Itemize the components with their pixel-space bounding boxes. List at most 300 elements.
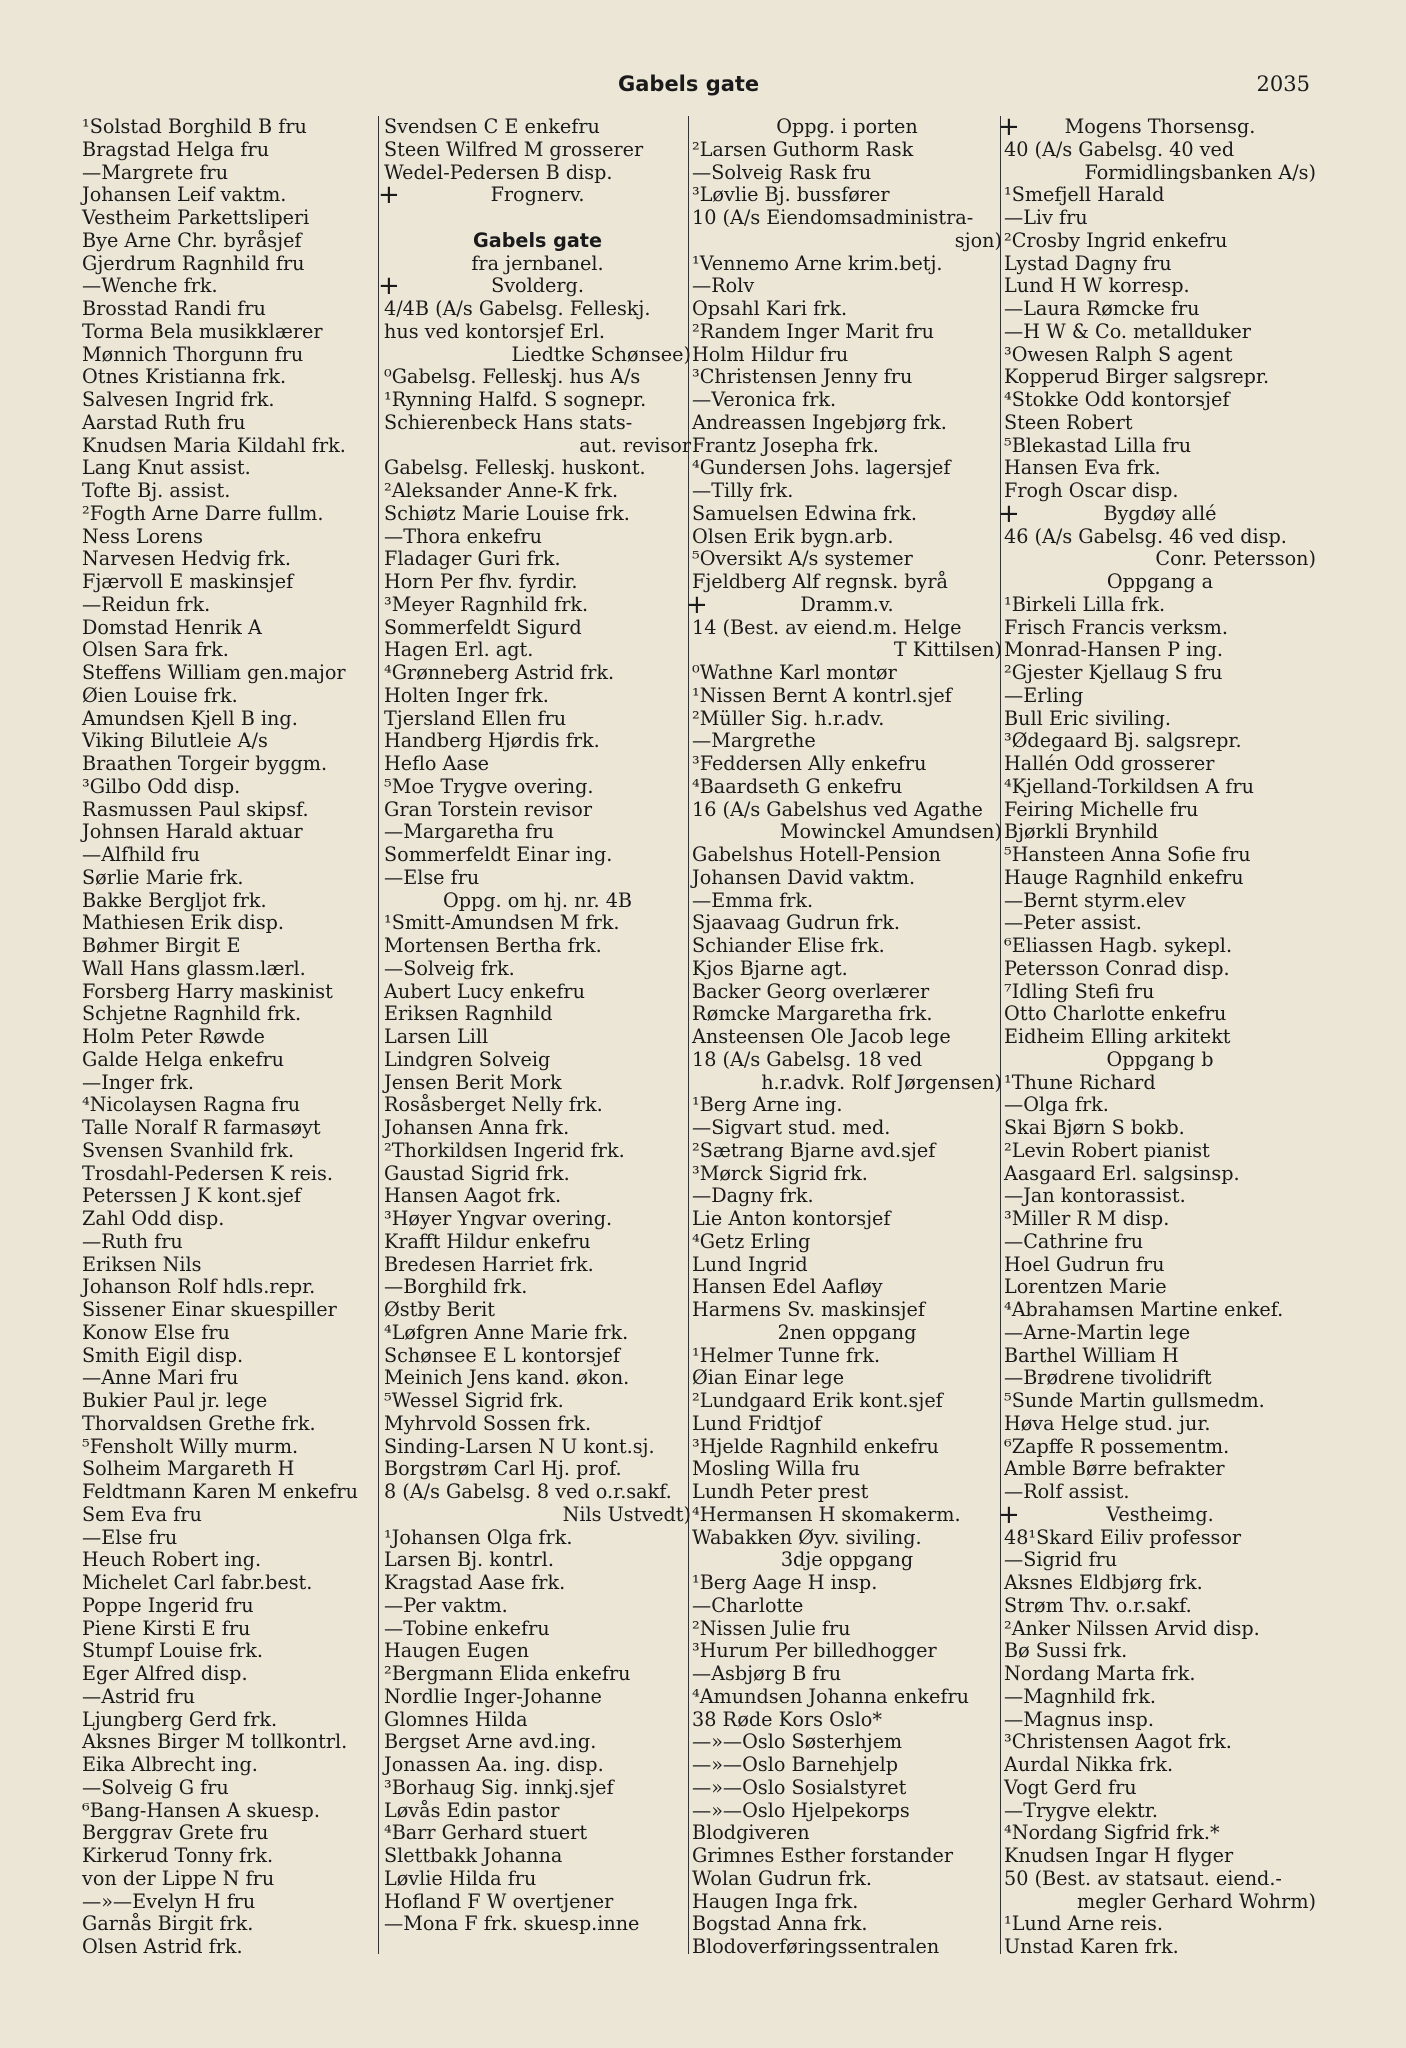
directory-entry <box>692 1345 1002 1368</box>
directory-entry <box>1004 321 1316 344</box>
entry-text: Amundsen Kjell B ing. <box>82 706 298 730</box>
entry-text: Lang Knut assist. <box>82 456 251 480</box>
entry-text: Lie Anton kontorsjef <box>692 1207 891 1230</box>
entry-text: Mowinckel Amundsen) <box>779 820 1002 844</box>
entry-text: —»—Oslo Søsterhjem <box>692 1730 903 1754</box>
directory-entry <box>384 1822 691 1845</box>
directory-entry <box>384 1322 691 1345</box>
entry-text: Mosling Willa fru <box>692 1457 861 1481</box>
entry-text: 10 (A/s Eiendomsadministra- <box>692 206 974 229</box>
entry-text: Borgstrøm Carl Hj. prof. <box>384 1457 622 1481</box>
directory-entry <box>1004 958 1316 981</box>
entry-text: Grimnes Esther forstander <box>692 1844 954 1867</box>
entry-text: Slettbakk Johanna <box>384 1844 563 1867</box>
entry-text: —Sigrid fru <box>1004 1548 1118 1572</box>
directory-entry <box>82 639 378 662</box>
directory-entry <box>82 935 378 958</box>
entry-text: Domstad Henrik A <box>82 615 262 639</box>
directory-entry <box>692 753 1002 776</box>
entry-text: Smith Eigil disp. <box>82 1343 244 1367</box>
directory-entry <box>82 1845 378 1868</box>
directory-entry <box>384 594 691 617</box>
entry-text: Mogens Thorsensg. <box>1064 115 1256 138</box>
entry-text: Amble Børre befrakter <box>1004 1457 1225 1481</box>
directory-entry <box>384 1845 691 1868</box>
directory-entry <box>384 685 691 708</box>
directory-entry <box>1004 1868 1316 1891</box>
directory-entry <box>692 867 1002 890</box>
entry-text: —Olga frk. <box>1004 1093 1109 1117</box>
entry-text: Frogh Oscar disp. <box>1004 479 1179 502</box>
directory-entry <box>82 1185 378 1208</box>
directory-entry <box>1004 389 1316 412</box>
entry-text: Formidlingsbanken A/s) <box>1084 160 1316 184</box>
directory-entry <box>384 935 691 958</box>
directory-entry <box>692 1572 1002 1595</box>
directory-entry <box>1004 480 1316 503</box>
directory-entry <box>384 1072 691 1095</box>
entry-text: Unstad Karen frk. <box>1004 1935 1179 1958</box>
directory-entry <box>1004 1231 1316 1254</box>
entry-text: ⁴Baardseth G enkefru <box>692 774 903 798</box>
directory-entry <box>82 708 378 731</box>
entry-text: Kragstad Aase frk. <box>384 1571 566 1594</box>
entry-text: —Margrethe <box>692 729 816 753</box>
entry-text: —Peter assist. <box>1004 911 1142 935</box>
directory-entry <box>1004 1276 1316 1299</box>
entry-text: Rasmussen Paul skipsf. <box>82 797 309 821</box>
directory-entry <box>1004 162 1316 185</box>
directory-entry <box>1004 1003 1316 1026</box>
directory-entry <box>692 1436 1002 1459</box>
directory-entry <box>692 639 1002 662</box>
directory-entry <box>1004 1709 1316 1732</box>
entry-text: ⁴Grønneberg Astrid frk. <box>384 661 615 684</box>
directory-entry <box>692 1777 1002 1800</box>
directory-entry <box>384 639 691 662</box>
entry-text: Høva Helge stud. jur. <box>1004 1411 1211 1435</box>
entry-text: —Alfhild fru <box>82 843 200 866</box>
directory-entry <box>384 503 691 526</box>
directory-entry <box>384 753 691 776</box>
directory-entry <box>82 230 378 253</box>
directory-entry <box>692 1504 1002 1527</box>
directory-entry <box>692 435 1002 458</box>
entrance-heading <box>692 1549 1002 1572</box>
directory-entry <box>384 1231 691 1254</box>
directory-entry <box>692 207 1002 230</box>
directory-entry <box>1004 253 1316 276</box>
entry-text: Bergset Arne avd.ing. <box>384 1730 597 1754</box>
entry-text: ⁴Stokke Odd kontorsjef <box>1004 388 1230 411</box>
directory-entry <box>692 1390 1002 1413</box>
directory-entry <box>692 412 1002 435</box>
directory-entry <box>692 1231 1002 1254</box>
directory-entry <box>692 1185 1002 1208</box>
entry-text: ²Crosby Ingrid enkefru <box>1004 228 1228 252</box>
directory-entry <box>384 344 691 367</box>
directory-entry <box>1004 1185 1316 1208</box>
entry-text: ⁶Zapffe R possementm. <box>1004 1434 1230 1458</box>
entry-text: —Brødrene tivolidrift <box>1004 1366 1212 1390</box>
entrance-heading <box>1004 1049 1316 1072</box>
entry-text: Jonassen Aa. ing. disp. <box>384 1753 604 1776</box>
entry-text: Trosdahl-Pedersen K reis. <box>82 1161 333 1185</box>
entry-text: Oppg. i porten <box>776 115 918 138</box>
entry-text: ⁵Blekastad Lilla fru <box>1004 433 1192 457</box>
entry-text: ⁶Eliassen Hagb. sykepl. <box>1004 934 1233 957</box>
entry-text: ³Christensen Aagot frk. <box>1004 1730 1232 1754</box>
directory-entry <box>384 1777 691 1800</box>
cross-street <box>378 180 691 211</box>
directory-entry <box>692 1595 1002 1618</box>
entry-text: ²Randem Inger Marit fru <box>692 319 934 343</box>
directory-entry <box>1004 344 1316 367</box>
entry-text: Konow Else fru <box>82 1320 230 1344</box>
entry-text: Aurdal Nikka frk. <box>1004 1753 1174 1776</box>
entry-text: Bragstad Helga fru <box>82 137 270 161</box>
entry-text: Backer Georg overlærer <box>692 979 930 1003</box>
directory-entry <box>1004 867 1316 890</box>
entry-text: Svolderg. <box>491 274 584 298</box>
entry-text: Larsen Lill <box>384 1025 489 1048</box>
directory-entry <box>1004 912 1316 935</box>
directory-entry <box>384 435 691 458</box>
entry-text: Vogt Gerd fru <box>1004 1775 1137 1799</box>
directory-entry <box>82 1868 378 1891</box>
directory-entry <box>384 139 691 162</box>
directory-entry <box>82 1322 378 1345</box>
directory-entry <box>1004 1936 1316 1959</box>
directory-entry <box>82 821 378 844</box>
directory-entry <box>82 753 378 776</box>
entry-text: ¹Birkeli Lilla frk. <box>1004 592 1166 616</box>
intersection-cross-icon: + <box>378 180 400 211</box>
entry-text: Steen Wilfred M grosserer <box>384 137 644 161</box>
entry-text: Olsen Astrid frk. <box>82 1935 243 1958</box>
directory-entry <box>692 730 1002 753</box>
directory-entry <box>692 799 1002 822</box>
entry-text: Fjeldberg Alf regnsk. byrå <box>692 570 948 593</box>
entry-text: —»—Oslo Sosialstyret <box>692 1775 907 1799</box>
entry-text: Forsberg Harry maskinist <box>82 979 333 1003</box>
directory-entry <box>82 1299 378 1322</box>
entry-text: Ljungberg Gerd frk. <box>82 1707 278 1731</box>
directory-entry <box>1004 1413 1316 1436</box>
directory-entry <box>1004 1800 1316 1823</box>
directory-entry <box>82 571 378 594</box>
entry-text: ¹Smefjell Harald <box>1004 183 1165 207</box>
directory-entry <box>1004 981 1316 1004</box>
directory-entry <box>82 1663 378 1686</box>
cross-street <box>998 112 1316 142</box>
entry-text: Holm Peter Røwde <box>82 1025 265 1048</box>
entry-text: 4/4B (A/s Gabelsg. Felleskj. <box>384 297 651 320</box>
entry-text: Løvlie Hilda fru <box>384 1866 537 1890</box>
entry-text: —Inger frk. <box>82 1070 195 1094</box>
directory-entry <box>82 867 378 890</box>
directory-entry <box>82 116 378 139</box>
entry-text: ¹Thune Richard <box>1004 1070 1156 1094</box>
directory-entry <box>692 1891 1002 1914</box>
directory-entry <box>692 1026 1002 1049</box>
directory-entry <box>384 1527 691 1550</box>
directory-entry <box>1004 1595 1316 1618</box>
entry-text: Øian Einar lege <box>692 1366 845 1390</box>
entry-text: Johansen Anna frk. <box>384 1116 570 1139</box>
entry-text: Piene Kirsti E fru <box>82 1616 251 1640</box>
entry-text: 16 (A/s Gabelshus ved Agathe <box>692 797 983 821</box>
entry-text: —Trygve elektr. <box>1004 1798 1158 1822</box>
entry-text: Eriksen Nils <box>82 1252 202 1276</box>
entry-text: Bakke Bergljot frk. <box>82 888 267 912</box>
entry-text: ⁰Wathne Karl montør <box>692 661 897 684</box>
directory-entry <box>82 1367 378 1390</box>
directory-entry <box>1004 730 1316 753</box>
directory-entry <box>384 571 691 594</box>
entry-text: ³Høyer Yngvar overing. <box>384 1207 613 1230</box>
entry-text: —Astrid fru <box>82 1684 195 1708</box>
directory-entry <box>384 1709 691 1732</box>
entry-text: —Erling <box>1004 683 1084 707</box>
directory-entry <box>692 821 1002 844</box>
directory-entry <box>692 1163 1002 1186</box>
entry-text: Strøm Thv. o.r.sakf. <box>1004 1593 1192 1617</box>
entry-text: 50 (Best. av statsaut. eiend.- <box>1004 1866 1282 1890</box>
directory-entry <box>1004 821 1316 844</box>
directory-entry <box>384 207 691 230</box>
intersection-cross-icon: + <box>378 271 400 302</box>
directory-entry <box>82 662 378 685</box>
entry-text: —Else fru <box>82 1525 178 1549</box>
entry-text: —Dagny frk. <box>692 1184 814 1208</box>
entry-text: —Laura Rømcke fru <box>1004 297 1200 320</box>
entry-text: Bye Arne Chr. byråsjef <box>82 228 302 252</box>
entry-text: Heuch Robert ing. <box>82 1548 262 1572</box>
directory-entry <box>692 1822 1002 1845</box>
directory-entry <box>384 1913 691 1936</box>
directory-entry <box>82 1163 378 1186</box>
entry-text: Hoel Gudrun fru <box>1004 1252 1165 1276</box>
entry-text: Hansen Edel Aafløy <box>692 1275 883 1299</box>
directory-entry <box>82 526 378 549</box>
directory-entry <box>82 1754 378 1777</box>
entry-text: Torma Bela musikklærer <box>82 319 323 343</box>
entry-text: ⁵Wessel Sigrid frk. <box>384 1389 564 1412</box>
directory-entry <box>1004 1208 1316 1231</box>
intersection-cross-icon: + <box>998 1499 1020 1530</box>
directory-entry <box>1004 1026 1316 1049</box>
directory-entry <box>1004 617 1316 640</box>
directory-entry <box>82 981 378 1004</box>
directory-entry <box>82 1686 378 1709</box>
entry-text: 38 Røde Kors Oslo* <box>692 1707 882 1731</box>
entry-text: Otnes Kristianna frk. <box>82 365 287 389</box>
directory-entry <box>384 321 691 344</box>
directory-entry <box>82 1936 378 1959</box>
entry-text: ¹Nissen Bernt A kontrl.sjef <box>692 683 952 707</box>
directory-entry <box>1004 366 1316 389</box>
directory-entry <box>1004 1390 1316 1413</box>
entry-text: Skai Bjørn S bokb. <box>1004 1116 1185 1139</box>
entry-text: Petersson Conrad disp. <box>1004 956 1230 980</box>
entry-text: Narvesen Hedvig frk. <box>82 547 291 571</box>
entry-text: Løvås Edin pastor <box>384 1798 560 1822</box>
directory-entry <box>692 1299 1002 1322</box>
directory-entry <box>82 594 378 617</box>
directory-entry <box>82 1481 378 1504</box>
entry-text: ¹Rynning Halfd. S sognepr. <box>384 388 647 411</box>
directory-entry <box>384 1458 691 1481</box>
running-title: Gabels gate <box>618 72 760 96</box>
entry-text: Andreassen Ingebjørg frk. <box>692 410 947 434</box>
directory-entry <box>384 548 691 571</box>
entry-text: —Reidun frk. <box>82 592 211 616</box>
entry-text: Lindgren Solveig <box>384 1047 551 1071</box>
entry-text: ⁴Nicolaysen Ragna fru <box>82 1093 301 1117</box>
entry-text: —H W & Co. metallduker <box>1004 319 1251 343</box>
entry-text: —Sigvart stud. med. <box>692 1116 891 1139</box>
entrance-heading <box>692 1322 1002 1345</box>
directory-entry <box>1004 1686 1316 1709</box>
directory-entry <box>82 253 378 276</box>
entry-text: Svensen Svanhild frk. <box>82 1138 295 1162</box>
entry-text: ³Meyer Ragnhild frk. <box>384 592 589 616</box>
directory-entry <box>1004 1345 1316 1368</box>
entry-text: Schjetne Ragnhild frk. <box>82 1002 302 1026</box>
directory-entry <box>692 1413 1002 1436</box>
entry-text: Kopperud Birger salgsrepr. <box>1004 365 1270 389</box>
directory-entry <box>82 457 378 480</box>
directory-entry <box>384 1185 691 1208</box>
entry-text: Talle Noralf R farmasøyt <box>82 1116 321 1139</box>
entrance-heading <box>384 253 691 276</box>
entry-text: Holm Hildur fru <box>692 342 849 366</box>
entry-text: h.r.advk. Rolf Jørgensen) <box>761 1070 1002 1094</box>
entry-text: Johansen Leif vaktm. <box>82 183 287 207</box>
entry-text: Bygdøy allé <box>1103 501 1217 525</box>
directory-entry <box>82 1731 378 1754</box>
entry-text: —»—Oslo Barnehjelp <box>692 1753 898 1776</box>
directory-column-3 <box>686 115 1002 1959</box>
directory-entry <box>1004 1572 1316 1595</box>
entry-text: Lund Fridtjof <box>692 1411 822 1435</box>
entry-text: Knudsen Maria Kildahl frk. <box>82 433 346 457</box>
directory-entry <box>82 162 378 185</box>
directory-entry <box>1004 1117 1316 1140</box>
directory-entry <box>82 1094 378 1117</box>
directory-entry <box>692 344 1002 367</box>
directory-entry <box>1004 1891 1316 1914</box>
directory-entry <box>692 321 1002 344</box>
entry-text: ⁶Bang-Hansen A skuesp. <box>82 1798 320 1822</box>
entry-text: ²Nissen Julie fru <box>692 1616 851 1640</box>
intersection-cross-icon: + <box>998 112 1020 142</box>
entry-text: Wabakken Øyv. siviling. <box>692 1525 922 1549</box>
entry-text: 18 (A/s Gabelsg. 18 ved <box>692 1047 923 1071</box>
entry-text: Johansen David vaktm. <box>692 865 916 889</box>
entry-text: Oppg. om hj. nr. 4B <box>442 888 633 912</box>
section-heading <box>384 230 691 253</box>
entry-text: Gjerdrum Ragnhild fru <box>82 251 305 275</box>
directory-entry <box>1004 275 1316 298</box>
entry-text: Solheim Margareth H <box>82 1457 295 1481</box>
directory-entry <box>384 912 691 935</box>
directory-entry <box>692 1072 1002 1095</box>
directory-entry <box>82 1254 378 1277</box>
directory-entry <box>692 253 1002 276</box>
entry-text: ²Sætrang Bjarne avd.sjef <box>692 1138 936 1162</box>
entry-text: Oppgang a <box>1106 570 1214 593</box>
cross-street <box>378 271 691 302</box>
entry-text: Gabelshus Hotell-Pension <box>692 843 941 866</box>
entry-text: ¹Berg Arne ing. <box>692 1093 843 1117</box>
entry-text: von der Lippe N fru <box>82 1866 275 1890</box>
intersection-cross-icon: + <box>686 589 708 620</box>
directory-entry <box>384 1731 691 1754</box>
entry-text: Sinding-Larsen N U kont.sj. <box>384 1434 655 1458</box>
directory-entry <box>82 1618 378 1641</box>
entry-text: Frantz Josepha frk. <box>692 433 879 457</box>
entry-text: —Charlotte <box>692 1593 804 1617</box>
directory-entry <box>82 1436 378 1459</box>
directory-entry <box>1004 685 1316 708</box>
entry-text: ⁴Gundersen Johs. lagersjef <box>692 456 951 480</box>
directory-entry <box>384 867 691 890</box>
directory-entry <box>384 1049 691 1072</box>
directory-entry <box>82 1913 378 1936</box>
entry-text: Holten Inger frk. <box>384 683 549 707</box>
entry-text: Hagen Erl. agt. <box>384 638 534 662</box>
directory-entry <box>692 139 1002 162</box>
entry-text: Feldtmann Karen M enkefru <box>82 1480 359 1503</box>
entry-text: Østby Berit <box>384 1298 495 1321</box>
entry-text: —Rolf assist. <box>1004 1480 1130 1503</box>
directory-entry <box>1004 890 1316 913</box>
directory-entry <box>692 571 1002 594</box>
entry-text: Michelet Carl fabr.best. <box>82 1571 313 1594</box>
directory-entry <box>384 1367 691 1390</box>
entry-text: ¹Berg Aage H insp. <box>692 1571 878 1594</box>
entry-text: —Solveig Rask fru <box>692 160 872 184</box>
entry-text: sjon) <box>954 228 1002 252</box>
entry-text: Frognerv. <box>490 183 585 207</box>
entry-text: Tjersland Ellen fru <box>384 706 567 730</box>
directory-entry <box>82 366 378 389</box>
directory-column-4 <box>998 112 1316 1959</box>
directory-entry <box>692 1481 1002 1504</box>
cross-street <box>686 589 1002 620</box>
entry-text: Nils Ustvedt) <box>562 1502 691 1526</box>
directory-entry <box>384 1686 691 1709</box>
directory-entry <box>384 1549 691 1572</box>
directory-entry <box>82 139 378 162</box>
directory-entry <box>82 480 378 503</box>
directory-entry <box>692 275 1002 298</box>
directory-entry <box>384 298 691 321</box>
directory-entry <box>1004 639 1316 662</box>
entry-text: Kirkerud Tonny frk. <box>82 1844 274 1867</box>
entry-text: Bøhmer Birgit E <box>82 934 241 957</box>
directory-entry <box>82 298 378 321</box>
entry-text: Conr. Petersson) <box>1155 547 1316 571</box>
entry-text: Barthel William H <box>1004 1343 1179 1367</box>
entry-text: ³Borhaug Sig. innkj.sjef <box>384 1775 614 1799</box>
directory-entry <box>1004 457 1316 480</box>
entry-text: —Wenche frk. <box>82 274 218 298</box>
directory-entry <box>1004 1640 1316 1663</box>
directory-entry <box>692 662 1002 685</box>
